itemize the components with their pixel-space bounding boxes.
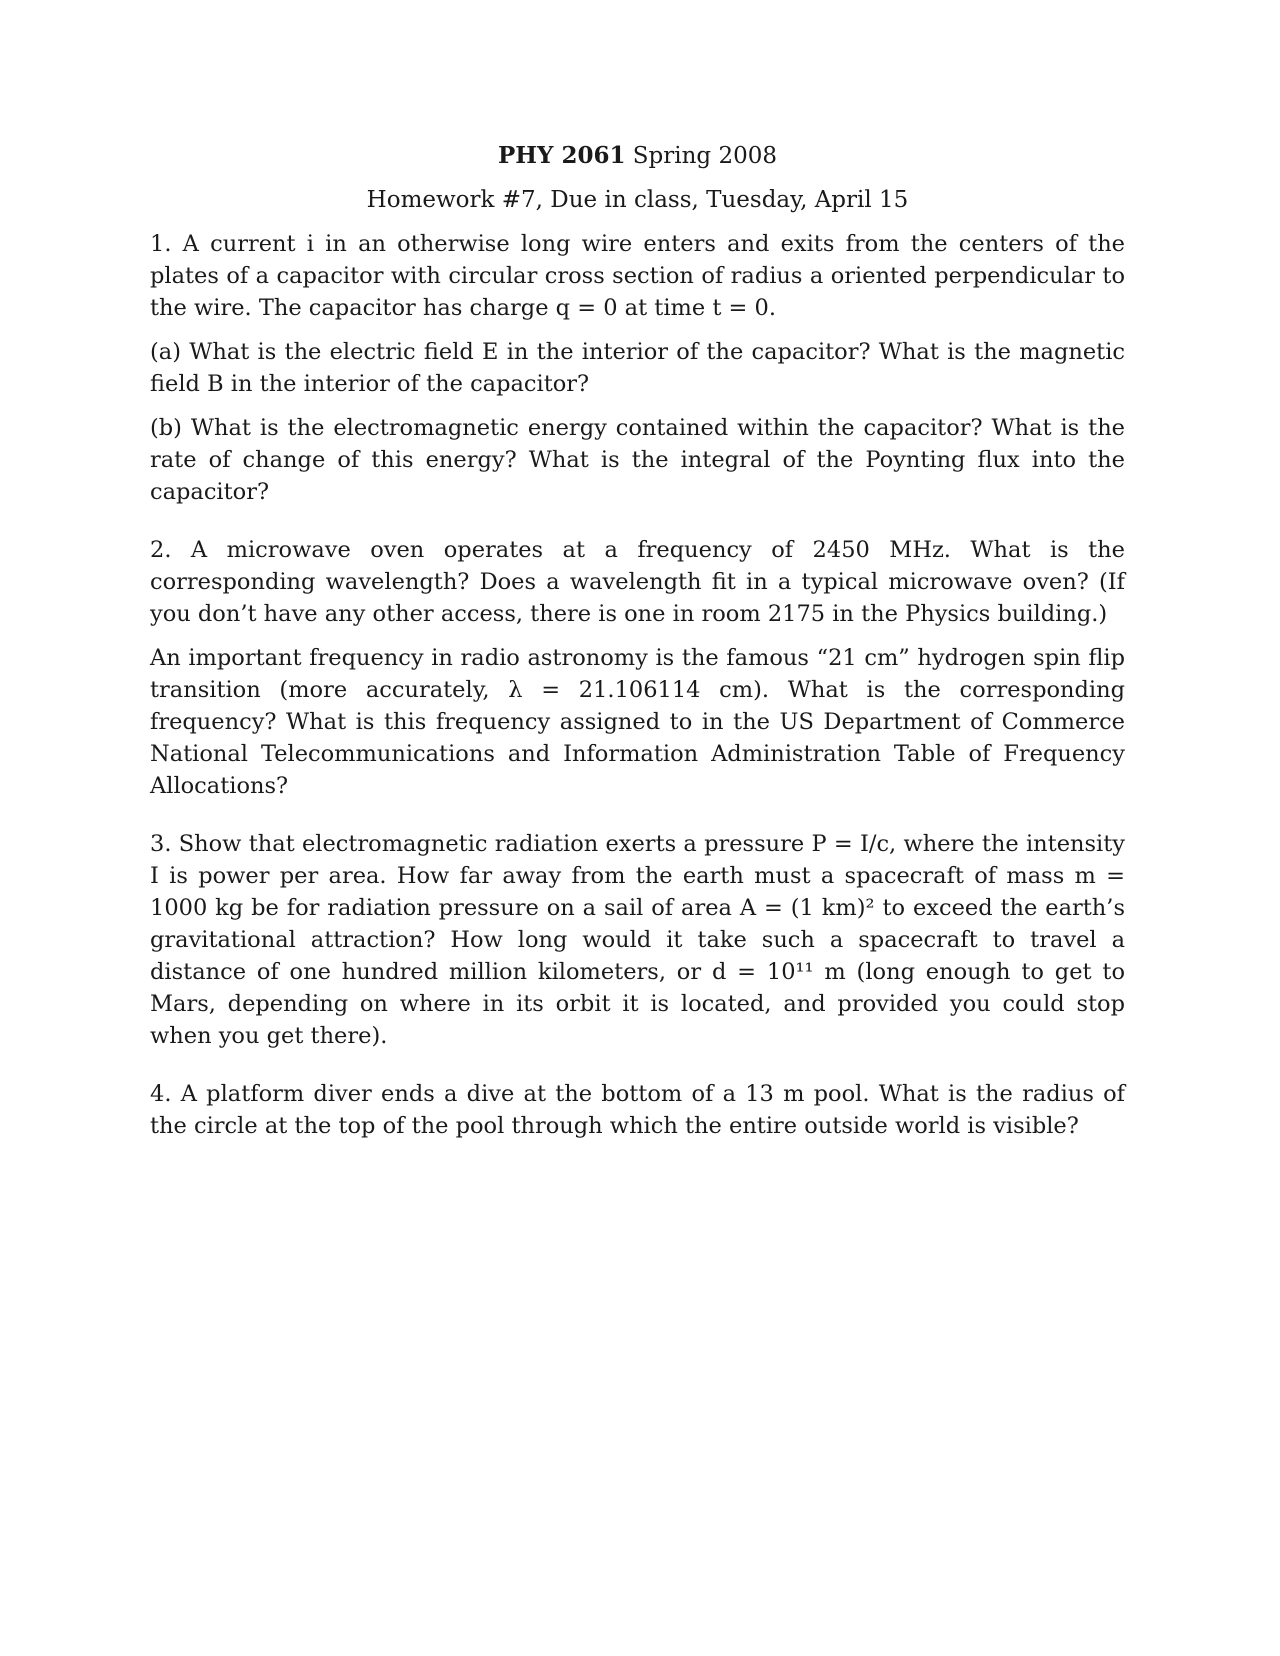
course-code: PHY 2061 bbox=[498, 142, 626, 169]
course-term: Spring 2008 bbox=[632, 143, 777, 169]
homework-page bbox=[150, 140, 1125, 1142]
problem-4: 4. A platform diver ends a dive at the bottom of a 13 m pool. What is the radius of the circle at the top of the pool through which the entire outside world is visible? bbox=[150, 1081, 1125, 1139]
problem-3: 3. Show that electromagnetic radiation exerts a pressure P = I/c, where the intensity I is power per area. How far away from the earth must a spacecraft of mass m = 1000 kg be for radiation pressure on a sail of area A = (1 km)² to exceed the earth’s gravitational attraction? How long would it take such a spacecraft to travel a distance of one hundred million kilometers, or d = 10¹¹ m (long enough to get to Mars, depending on where in its orbit it is located, and provided you could stop when you get there). bbox=[150, 831, 1125, 1049]
problem-1-part-b: (b) What is the electromagnetic energy contained within the capacitor? What is the rate of change of this energy? What is the integral of the Poynting flux into the capacitor? bbox=[150, 415, 1125, 505]
problem-1-part-a: (a) What is the electric field E in the interior of the capacitor? What is the magnetic field B in the interior of the capacitor? bbox=[150, 339, 1125, 397]
problem-1-intro: 1. A current i in an otherwise long wire enters and exits from the centers of the plates of a capacitor with circular cross section of radius a oriented perpendicular to the wire. The capacitor has charge q = 0 at time t = 0. bbox=[150, 231, 1125, 321]
assignment-heading: Homework #7, Due in class, Tuesday, April 15 bbox=[366, 187, 909, 213]
course-title bbox=[150, 140, 1125, 172]
problem-2-part-1: 2. A microwave oven operates at a frequency of 2450 MHz. What is the corresponding wavelength? Does a wavelength fit in a typical microwave oven? (If you don’t have any other access, there is one in room 2175 in the Physics building.) bbox=[150, 537, 1125, 627]
problem-2-part-2: An important frequency in radio astronomy is the famous “21 cm” hydrogen spin flip transition (more accurately, λ = 21.106114 cm). What is the corresponding frequency? What is this frequency assigned to in the US Department of Commerce National Telecommunications and Information Administration Table of Frequency Allocations? bbox=[150, 645, 1125, 799]
